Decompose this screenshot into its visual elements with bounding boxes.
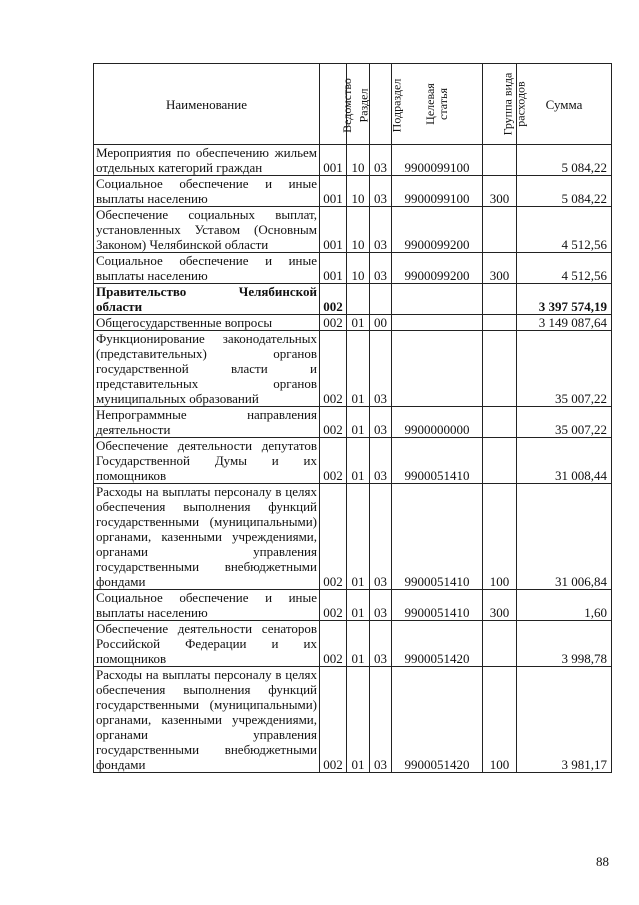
cell-podrazdel: 03 xyxy=(370,145,392,176)
table-row xyxy=(94,407,612,438)
cell-celevaya-statya: 9900051410 xyxy=(392,438,483,484)
cell-vedomstvo: 001 xyxy=(320,207,347,253)
cell-podrazdel: 03 xyxy=(370,484,392,590)
cell-razdel: 01 xyxy=(347,590,370,621)
cell-razdel: 10 xyxy=(347,253,370,284)
table-row xyxy=(94,621,612,667)
cell-razdel: 01 xyxy=(347,438,370,484)
cell-gruppa-vida xyxy=(483,621,517,667)
cell-vedomstvo: 001 xyxy=(320,253,347,284)
cell-celevaya-statya: 9900099100 xyxy=(392,145,483,176)
table-row xyxy=(94,590,612,621)
cell-gruppa-vida xyxy=(483,438,517,484)
cell-name: Обеспечение деятельности сенаторов Российской Федерации и их помощников xyxy=(94,621,320,667)
cell-gruppa-vida: 300 xyxy=(483,590,517,621)
cell-gruppa-vida xyxy=(483,315,517,331)
cell-celevaya-statya xyxy=(392,331,483,407)
cell-vedomstvo: 002 xyxy=(320,438,347,484)
cell-name: Функционирование законодательных (представительных) органов государственной власти и представительных органов муниципальных образований xyxy=(94,331,320,407)
budget-table xyxy=(93,63,612,773)
cell-vedomstvo: 002 xyxy=(320,315,347,331)
cell-vedomstvo: 002 xyxy=(320,667,347,773)
table-header-row xyxy=(94,64,612,145)
cell-summa: 3 397 574,19 xyxy=(517,284,612,315)
cell-summa: 5 084,22 xyxy=(517,176,612,207)
cell-celevaya-statya xyxy=(392,284,483,315)
table-row xyxy=(94,331,612,407)
cell-podrazdel: 03 xyxy=(370,438,392,484)
cell-summa: 4 512,56 xyxy=(517,207,612,253)
header-gruppa-line2: расходов xyxy=(513,81,528,127)
cell-name: Социальное обеспечение и иные выплаты населению xyxy=(94,253,320,284)
cell-celevaya-statya: 9900099200 xyxy=(392,207,483,253)
table-row xyxy=(94,484,612,590)
cell-podrazdel: 03 xyxy=(370,590,392,621)
cell-razdel: 01 xyxy=(347,331,370,407)
cell-summa: 3 981,17 xyxy=(517,667,612,773)
cell-name: Непрограммные направления деятельности xyxy=(94,407,320,438)
cell-gruppa-vida: 300 xyxy=(483,176,517,207)
cell-name: Расходы на выплаты персоналу в целях обеспечения выполнения функций государственными (муниципальными) органами, казенными учреждениями, органами управления государственными внебюджетными фондами xyxy=(94,667,320,773)
cell-gruppa-vida xyxy=(483,407,517,438)
table-row xyxy=(94,315,612,331)
cell-gruppa-vida: 100 xyxy=(483,484,517,590)
cell-vedomstvo: 002 xyxy=(320,590,347,621)
cell-name: Расходы на выплаты персоналу в целях обеспечения выполнения функций государственными (муниципальными) органами, казенными учреждениями, органами управления государственными внебюджетными фондами xyxy=(94,484,320,590)
cell-gruppa-vida: 300 xyxy=(483,253,517,284)
cell-celevaya-statya: 9900051410 xyxy=(392,484,483,590)
table-row xyxy=(94,207,612,253)
cell-gruppa-vida: 100 xyxy=(483,667,517,773)
cell-summa: 31 006,84 xyxy=(517,484,612,590)
cell-summa: 35 007,22 xyxy=(517,407,612,438)
table-row xyxy=(94,667,612,773)
cell-summa: 3 998,78 xyxy=(517,621,612,667)
header-razdel-label: Раздел xyxy=(356,88,371,122)
cell-name: Обеспечение социальных выплат, установленных Уставом (Основным Законом) Челябинской области xyxy=(94,207,320,253)
cell-vedomstvo: 002 xyxy=(320,407,347,438)
cell-summa: 5 084,22 xyxy=(517,145,612,176)
cell-vedomstvo: 001 xyxy=(320,176,347,207)
cell-summa: 1,60 xyxy=(517,590,612,621)
cell-podrazdel: 03 xyxy=(370,407,392,438)
cell-celevaya-statya xyxy=(392,315,483,331)
cell-vedomstvo: 002 xyxy=(320,284,347,315)
cell-celevaya-statya: 9900099100 xyxy=(392,176,483,207)
table-row xyxy=(94,176,612,207)
table-row xyxy=(94,438,612,484)
cell-celevaya-statya: 9900000000 xyxy=(392,407,483,438)
cell-summa: 35 007,22 xyxy=(517,331,612,407)
header-gruppa-label xyxy=(501,73,527,136)
table-row xyxy=(94,284,612,315)
header-vedomstvo xyxy=(320,64,354,145)
cell-razdel: 01 xyxy=(347,407,370,438)
cell-summa: 31 008,44 xyxy=(517,438,612,484)
header-gruppa-vida xyxy=(483,64,528,145)
cell-summa: 4 512,56 xyxy=(517,253,612,284)
header-name: Наименование xyxy=(94,64,320,145)
header-celevaya-line1: Целевая xyxy=(422,83,437,125)
table-body xyxy=(94,145,612,773)
cell-name: Мероприятия по обеспечению жильем отдельных категорий граждан xyxy=(94,145,320,176)
cell-razdel: 01 xyxy=(347,484,370,590)
page-number: 88 xyxy=(596,854,609,869)
cell-celevaya-statya: 9900051420 xyxy=(392,667,483,773)
cell-podrazdel: 03 xyxy=(370,176,392,207)
cell-vedomstvo: 002 xyxy=(320,484,347,590)
cell-razdel: 01 xyxy=(347,667,370,773)
cell-name: Общегосударственные вопросы xyxy=(94,315,320,331)
table-row xyxy=(94,145,612,176)
cell-podrazdel: 03 xyxy=(370,331,392,407)
cell-razdel: 01 xyxy=(347,315,370,331)
cell-vedomstvo: 002 xyxy=(320,331,347,407)
cell-celevaya-statya: 9900051420 xyxy=(392,621,483,667)
cell-razdel: 10 xyxy=(347,207,370,253)
header-podrazdel xyxy=(370,64,404,145)
header-podrazdel-label: Подраздел xyxy=(389,78,404,132)
cell-razdel xyxy=(347,284,370,315)
cell-razdel: 10 xyxy=(347,176,370,207)
header-celevaya-line2: статья xyxy=(435,88,450,120)
header-gruppa-line1: Группа вида xyxy=(500,72,515,136)
cell-vedomstvo: 002 xyxy=(320,621,347,667)
cell-podrazdel: 03 xyxy=(370,667,392,773)
cell-podrazdel: 03 xyxy=(370,621,392,667)
cell-summa: 3 149 087,64 xyxy=(517,315,612,331)
table-row xyxy=(94,253,612,284)
cell-razdel: 01 xyxy=(347,621,370,667)
cell-name: Правительство Челябинской области xyxy=(94,284,320,315)
cell-podrazdel: 00 xyxy=(370,315,392,331)
cell-gruppa-vida xyxy=(483,284,517,315)
cell-name: Социальное обеспечение и иные выплаты населению xyxy=(94,176,320,207)
cell-celevaya-statya: 9900099200 xyxy=(392,253,483,284)
cell-vedomstvo: 001 xyxy=(320,145,347,176)
cell-razdel: 10 xyxy=(347,145,370,176)
cell-gruppa-vida xyxy=(483,145,517,176)
header-vedomstvo-label: Ведомство xyxy=(339,77,354,133)
cell-celevaya-statya: 9900051410 xyxy=(392,590,483,621)
cell-name: Социальное обеспечение и иные выплаты населению xyxy=(94,590,320,621)
header-summa: Сумма xyxy=(517,64,612,145)
cell-name: Обеспечение деятельности депутатов Государственной Думы и их помощников xyxy=(94,438,320,484)
cell-podrazdel: 03 xyxy=(370,253,392,284)
header-celevaya-statya xyxy=(389,64,483,145)
header-celevaya-label xyxy=(424,83,450,125)
cell-gruppa-vida xyxy=(483,207,517,253)
cell-podrazdel: 03 xyxy=(370,207,392,253)
cell-podrazdel xyxy=(370,284,392,315)
cell-gruppa-vida xyxy=(483,331,517,407)
